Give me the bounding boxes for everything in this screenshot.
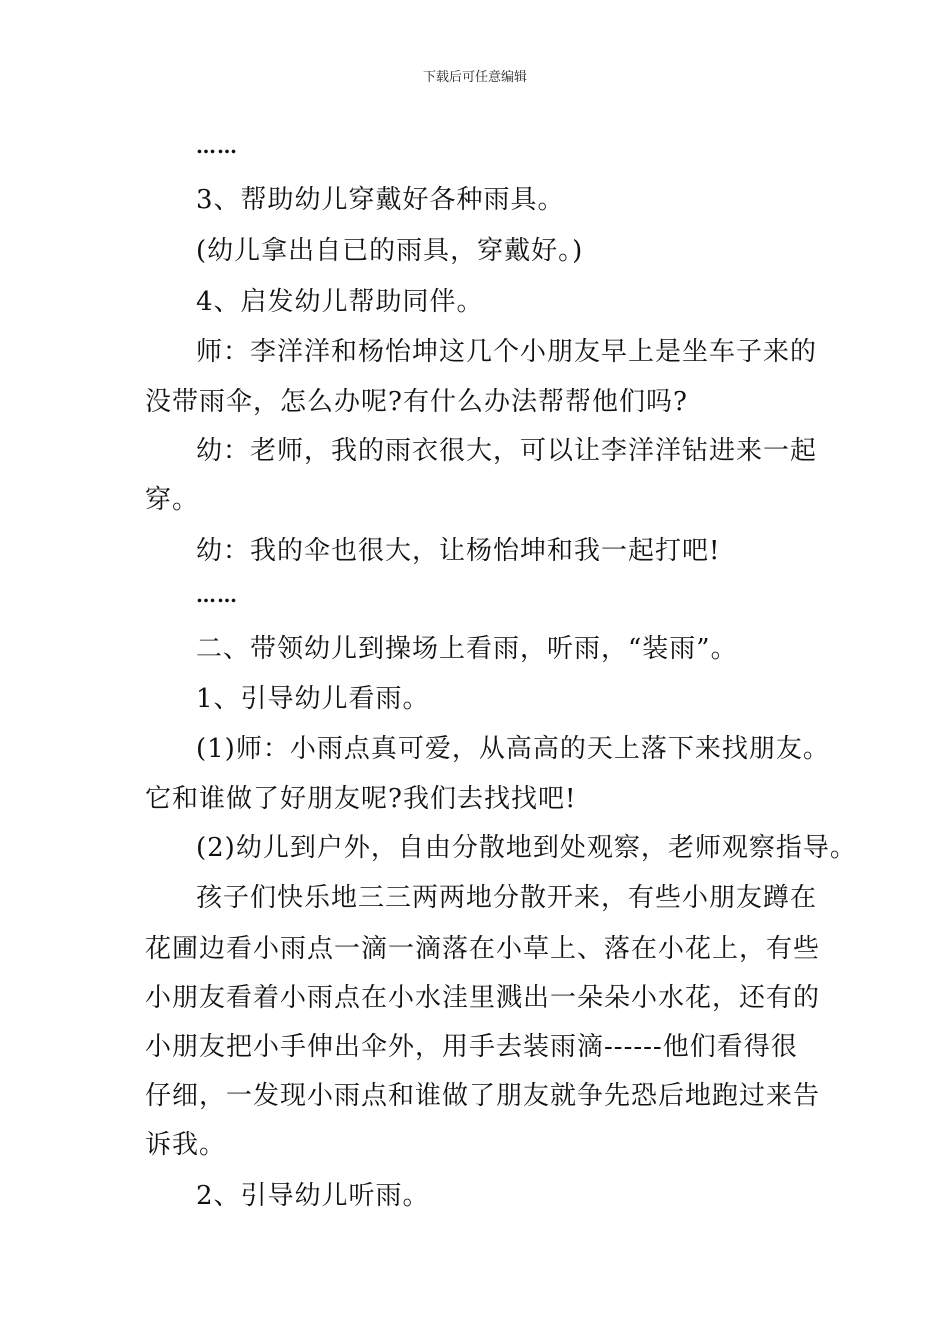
ellipsis: …… (196, 583, 238, 607)
step-3: 3、帮助幼儿穿戴好各种雨具。 (196, 185, 565, 215)
dialogue-child: 幼：我的伞也很大，让杨怡坤和我一起打吧! (196, 536, 721, 566)
paragraph: (幼儿拿出自已的雨具，穿戴好。) (196, 236, 584, 266)
paragraph-continuation: 它和谁做了好朋友呢?我们去找找吧! (145, 784, 577, 814)
paragraph-continuation: 穿。 (145, 485, 200, 515)
paragraph: (1)师：小雨点真可爱，从高高的天上落下来找朋友。 (196, 734, 830, 764)
paragraph: (2)幼儿到户外，自由分散地到处观察，老师观察指导。 (196, 833, 857, 863)
paragraph: 孩子们快乐地三三两两地分散开来，有些小朋友蹲在 (196, 883, 818, 913)
paragraph-continuation: 花圃边看小雨点一滴一滴落在小草上、落在小花上，有些 (145, 934, 821, 964)
step-4: 4、启发幼儿帮助同伴。 (196, 287, 484, 317)
ellipsis: …… (196, 134, 238, 158)
step-1: 1、引导幼儿看雨。 (196, 684, 430, 714)
paragraph-continuation: 小朋友把小手伸出伞外，用手去装雨滴------他们看得很 (145, 1032, 798, 1062)
page-header: 下载后可任意编辑 (422, 70, 527, 85)
paragraph-continuation: 没带雨伞，怎么办呢?有什么办法帮帮他们吗? (145, 387, 688, 417)
paragraph-continuation: 小朋友看着小雨点在小水洼里溅出一朵朵小水花，还有的 (145, 983, 821, 1013)
dialogue-teacher: 师：李洋洋和杨怡坤这几个小朋友早上是坐车子来的 (196, 337, 818, 367)
step-2: 2、引导幼儿听雨。 (196, 1181, 430, 1211)
paragraph-continuation: 仔细，一发现小雨点和谁做了朋友就争先恐后地跑过来告 (145, 1081, 821, 1111)
dialogue-child: 幼：老师，我的雨衣很大，可以让李洋洋钻进来一起 (196, 436, 818, 466)
section-2-heading: 二、带领幼儿到操场上看雨，听雨，“装雨”。 (196, 634, 738, 664)
paragraph-continuation: 诉我。 (145, 1130, 227, 1160)
